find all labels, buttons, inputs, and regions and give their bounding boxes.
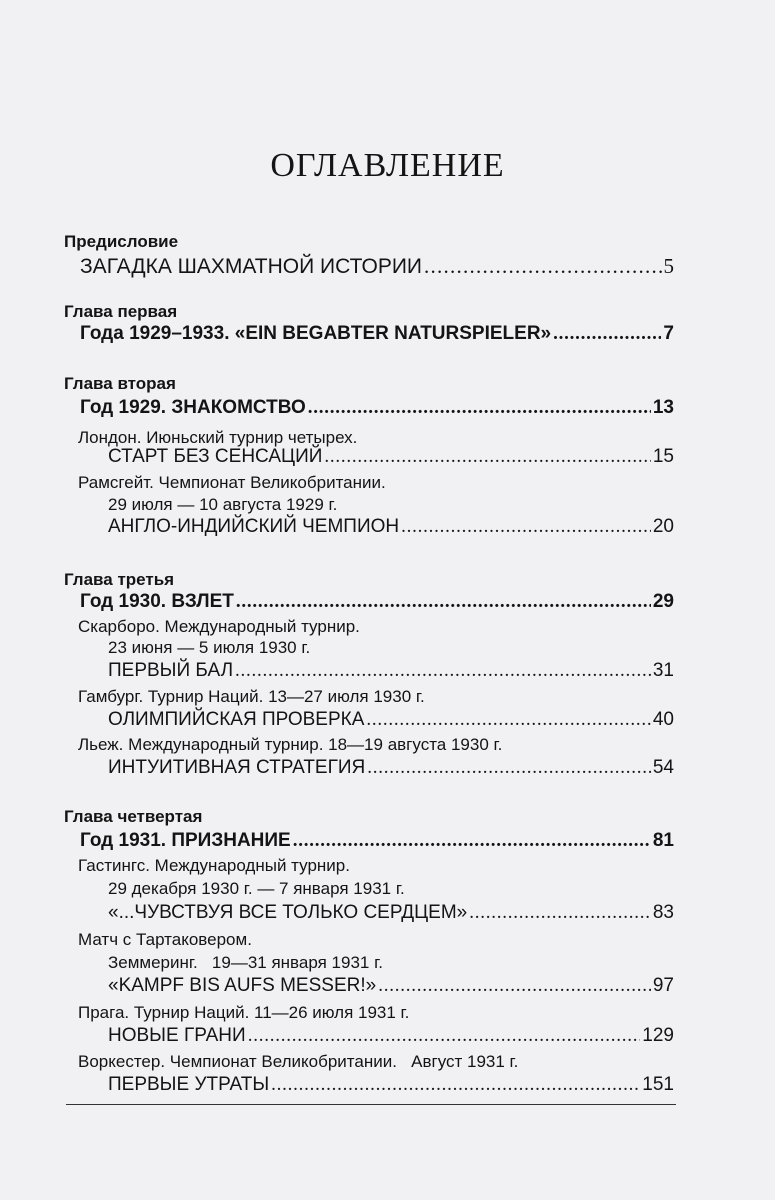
dot-leader xyxy=(401,516,651,538)
toc-heading-chapter-2[interactable] xyxy=(80,397,674,419)
toc-heading-chapter-4[interactable] xyxy=(80,830,674,852)
page-number: 54 xyxy=(652,757,674,778)
entry-title: СТАРТ БЕЗ СЕНСАЦИЙ xyxy=(108,446,323,467)
toc-entry[interactable] xyxy=(108,902,674,924)
dot-leader xyxy=(378,975,651,997)
dot-leader xyxy=(308,397,651,419)
toc-entry[interactable] xyxy=(108,757,674,779)
toc-entry[interactable] xyxy=(108,446,674,468)
dot-leader xyxy=(324,446,650,468)
section-label-chapter-1: Глава первая xyxy=(64,302,178,321)
entry-title: ЗАГАДКА ШАХМАТНОЙ ИСТОРИИ xyxy=(80,255,423,278)
toc-entry[interactable] xyxy=(108,709,674,731)
page-number: 97 xyxy=(652,975,674,996)
event-line: Рамсгейт. Чемпионат Великобритании. xyxy=(78,473,386,492)
dot-leader xyxy=(424,254,661,279)
dot-leader xyxy=(366,709,650,731)
entry-title: ПЕРВЫЙ БАЛ xyxy=(108,660,234,681)
event-line: Матч с Тартаковером. xyxy=(78,930,252,949)
page-number: 15 xyxy=(652,446,674,467)
event-line: Скарборо. Международный турнир. xyxy=(78,617,360,636)
event-line: Лондон. Июньский турнир четырех. xyxy=(78,428,358,447)
event-line: Гамбург. Турнир Наций. 13—27 июля 1930 г. xyxy=(78,687,425,706)
page-number: 20 xyxy=(652,516,674,537)
page-number: 81 xyxy=(652,830,674,851)
entry-title: АНГЛО-ИНДИЙСКИЙ ЧЕМПИОН xyxy=(108,516,400,537)
toc-heading-chapter-3[interactable] xyxy=(80,591,674,613)
page-number: 31 xyxy=(652,660,674,681)
event-line: Гастингс. Международный турнир. xyxy=(78,856,350,875)
entry-title: Год 1930. ВЗЛЕТ xyxy=(80,591,234,612)
page-number: 5 xyxy=(663,254,674,278)
page-number: 13 xyxy=(652,397,674,418)
page-number: 29 xyxy=(652,591,674,612)
bottom-rule xyxy=(66,1104,676,1105)
event-line: Воркестер. Чемпионат Великобритании. Август 1931 г. xyxy=(78,1052,519,1071)
toc-entry-chapter-1[interactable] xyxy=(80,323,674,345)
page-number: 7 xyxy=(663,323,674,344)
page-number: 151 xyxy=(642,1074,674,1095)
event-date-line: Земмеринг. 19—31 января 1931 г. xyxy=(108,953,383,972)
dot-leader xyxy=(236,591,651,613)
section-label-preface: Предисловие xyxy=(64,232,179,251)
toc-entry[interactable] xyxy=(108,975,674,997)
section-label-chapter-3: Глава третья xyxy=(64,570,175,589)
entry-title: Года 1929–1933. «EIN BEGABTER NATURSPIELER» xyxy=(80,323,552,344)
dot-leader xyxy=(553,323,661,345)
dot-leader xyxy=(271,1074,640,1096)
entry-title: ПЕРВЫЕ УТРАТЫ xyxy=(108,1074,270,1095)
entry-title: ИНТУИТИВНАЯ СТРАТЕГИЯ xyxy=(108,757,366,778)
entry-title: Год 1931. ПРИЗНАНИЕ xyxy=(80,830,291,851)
event-date-line: 29 июля — 10 августа 1929 г. xyxy=(108,495,338,514)
event-line: Прага. Турнир Наций. 11—26 июля 1931 г. xyxy=(78,1003,410,1022)
toc-entry[interactable] xyxy=(108,516,674,538)
event-line: Льеж. Международный турнир. 18—19 августа 1930 г. xyxy=(78,735,503,754)
entry-title: «...ЧУВСТВУЯ ВСЕ ТОЛЬКО СЕРДЦЕМ» xyxy=(108,902,468,923)
toc-entry[interactable] xyxy=(108,1074,674,1096)
toc-entry-preface[interactable] xyxy=(80,254,674,279)
page-number: 40 xyxy=(652,709,674,730)
entry-title: ОЛИМПИЙСКАЯ ПРОВЕРКА xyxy=(108,709,365,730)
toc-entry[interactable] xyxy=(108,660,674,682)
event-date-line: 29 декабря 1930 г. — 7 января 1931 г. xyxy=(108,879,405,898)
dot-leader xyxy=(293,830,651,852)
dot-leader xyxy=(235,660,651,682)
dot-leader xyxy=(367,757,651,779)
entry-title: «KAMPF BIS AUFS MESSER!» xyxy=(108,975,377,996)
dot-leader xyxy=(469,902,651,924)
entry-title: Год 1929. ЗНАКОМСТВО xyxy=(80,397,306,418)
event-date-line: 23 июня — 5 июля 1930 г. xyxy=(108,638,311,657)
section-label-chapter-2: Глава вторая xyxy=(64,374,176,393)
page-number: 129 xyxy=(642,1025,674,1046)
dot-leader xyxy=(248,1025,641,1047)
page-title: ОГЛАВЛЕНИЕ xyxy=(270,146,505,184)
page-number: 83 xyxy=(652,902,674,923)
toc-entry[interactable] xyxy=(108,1025,674,1047)
entry-title: НОВЫЕ ГРАНИ xyxy=(108,1025,246,1046)
section-label-chapter-4: Глава четвертая xyxy=(64,807,203,826)
